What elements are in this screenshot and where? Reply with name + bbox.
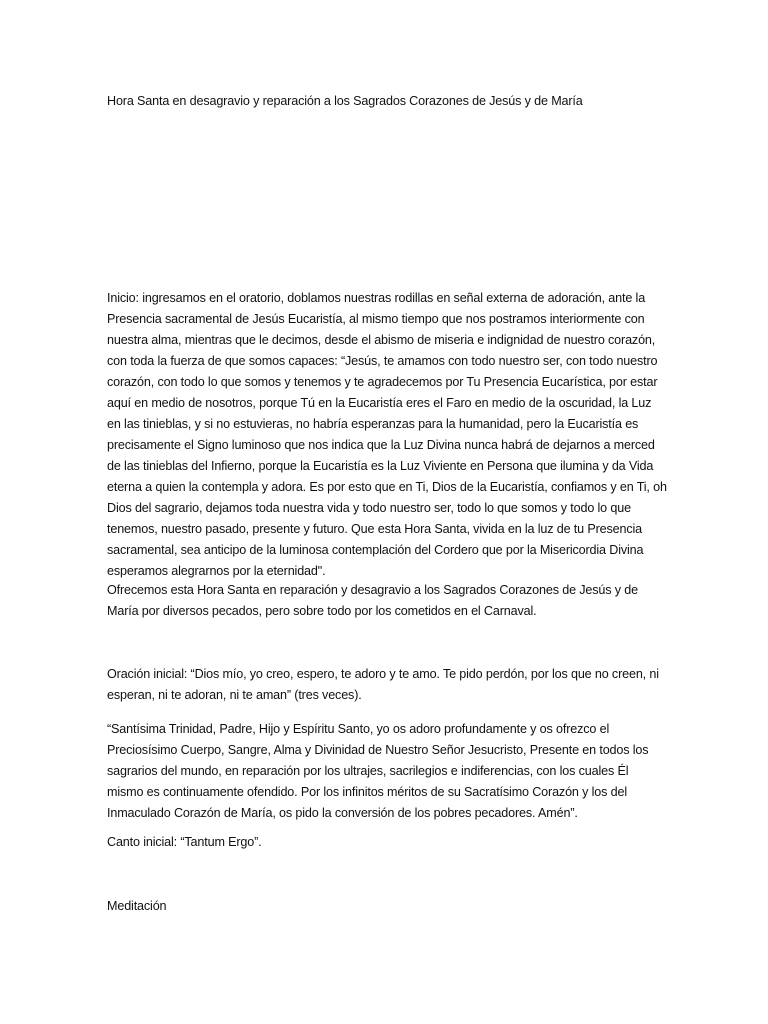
document-title: Hora Santa en desagravio y reparación a los Sagrados Corazones de Jesús y de María: [107, 94, 583, 108]
paragraph-santisima-trinidad: “Santísima Trinidad, Padre, Hijo y Espíritu Santo, yo os adoro profundamente y os ofrezco el Preciosísimo Cuerpo, Sangre, Alma y Divinidad de Nuestro Señor Jesucristo, Presente en todos los sagrarios del mundo, en reparación por los ultrajes, sacrilegios e indiferencias, con los cuales Él mismo es continuamente ofendido. Por los infinitos méritos de su Sacratísimo Corazón y los del Inmaculado Corazón de María, os pido la conversión de los pobres pecadores. Amén”.: [107, 722, 649, 820]
paragraph-canto-inicial: Canto inicial: “Tantum Ergo”.: [107, 835, 262, 849]
paragraph-ofrecemos: Ofrecemos esta Hora Santa en reparación y desagravio a los Sagrados Corazones de Jesús y de María por diversos pecados, pero sobre todo por los cometidos en el Carnaval.: [107, 583, 638, 618]
paragraph-oracion-inicial: Oración inicial: “Dios mío, yo creo, espero, te adoro y te amo. Te pido perdón, por los que no creen, ni esperan, ni te adoran, ni te aman” (tres veces).: [107, 667, 659, 702]
section-heading-meditacion: Meditación: [107, 899, 167, 913]
paragraph-inicio: Inicio: ingresamos en el oratorio, doblamos nuestras rodillas en señal externa de adoración, ante la Presencia sacramental de Jesús Eucaristía, al mismo tiempo que nos postramos interiormente con nuestra alma, mientras que le decimos, desde el abismo de miseria e indignidad de nuestro corazón, con toda la fuerza de que somos capaces: “Jesús, te amamos con todo nuestro ser, con todo nuestro corazón, con todo lo que somos y tenemos y te agradecemos por Tu Presencia Eucarística, por estar aquí en medio de nosotros, porque Tú en la Eucaristía eres el Faro en medio de la oscuridad, la Luz en las tinieblas, y si no estuvieras, no habría esperanzas para la humanidad, pero la Eucaristía es precisamente el Signo luminoso que nos indica que la Luz Divina nunca habrá de dejarnos a merced de las tinieblas del Infierno, porque la Eucaristía es la Luz Viviente en Persona que ilumina y da Vida eterna a quien la contempla y adora. Es por esto que en Ti, Dios de la Eucaristía, confiamos y en Ti, oh Dios del sagrario, dejamos toda nuestra vida y todo nuestro ser, todo lo que somos y todo lo que tenemos, nuestro pasado, presente y futuro. Que esta Hora Santa, vivida en la luz de tu Presencia sacramental, sea anticipo de la luminosa contemplación del Cordero que por la Misericordia Divina esperamos alegrarnos por la eternidad".: [107, 291, 667, 578]
